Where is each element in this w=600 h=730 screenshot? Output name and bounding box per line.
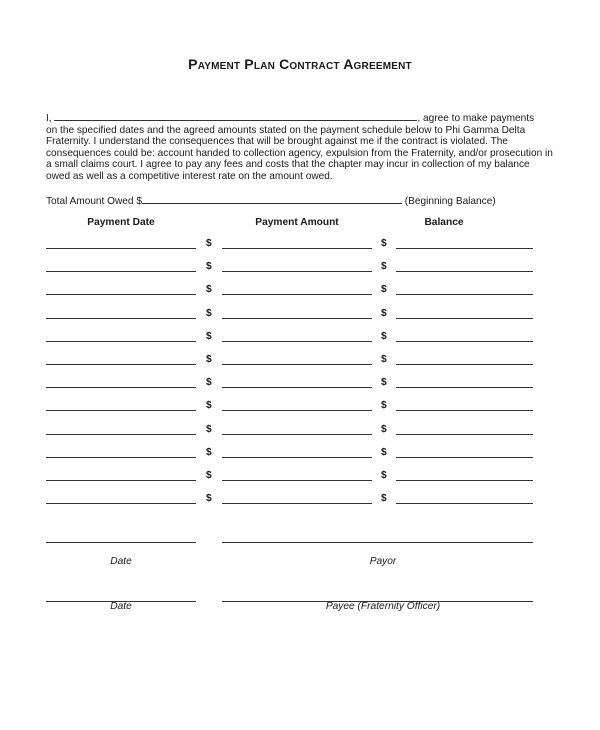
agreement-line-3: Fraternity. I understand the consequences that will be brought against me if the contract is violated. The bbox=[46, 136, 508, 148]
balance-header: Balance bbox=[424, 217, 464, 228]
amount-dollar-sign: $ bbox=[206, 400, 212, 411]
payment-date-field[interactable] bbox=[46, 480, 196, 481]
name-blank-field[interactable] bbox=[54, 111, 417, 121]
schedule-row bbox=[0, 238, 600, 250]
payment-amount-field[interactable] bbox=[222, 503, 372, 504]
schedule-row bbox=[0, 284, 600, 296]
schedule-row bbox=[0, 470, 600, 482]
payment-date-field[interactable] bbox=[46, 248, 196, 249]
schedule-row bbox=[0, 400, 600, 412]
payment-amount-field[interactable] bbox=[222, 387, 372, 388]
balance-dollar-sign: $ bbox=[381, 447, 387, 458]
beginning-balance-label: (Beginning Balance) bbox=[404, 196, 496, 207]
payment-amount-field[interactable] bbox=[222, 318, 372, 319]
amount-dollar-sign: $ bbox=[206, 377, 212, 388]
balance-field[interactable] bbox=[396, 271, 533, 272]
payment-date-field[interactable] bbox=[46, 387, 196, 388]
schedule-row bbox=[0, 308, 600, 320]
payment-date-field[interactable] bbox=[46, 294, 196, 295]
balance-field[interactable] bbox=[396, 341, 533, 342]
amount-dollar-sign: $ bbox=[206, 261, 212, 272]
payment-amount-header: Payment Amount bbox=[255, 217, 339, 228]
schedule-row bbox=[0, 447, 600, 459]
payor-signature-line[interactable] bbox=[222, 542, 533, 543]
payment-date-field[interactable] bbox=[46, 318, 196, 319]
schedule-row bbox=[0, 377, 600, 389]
balance-dollar-sign: $ bbox=[381, 308, 387, 319]
balance-field[interactable] bbox=[396, 410, 533, 411]
total-owed-field[interactable] bbox=[142, 194, 402, 204]
payment-amount-field[interactable] bbox=[222, 271, 372, 272]
agreement-line-2: on the specified dates and the agreed amounts stated on the payment schedule below to Phi Gamma Delta bbox=[46, 124, 526, 136]
balance-dollar-sign: $ bbox=[381, 284, 387, 295]
payment-date-field[interactable] bbox=[46, 434, 196, 435]
balance-field[interactable] bbox=[396, 503, 533, 504]
payment-amount-field[interactable] bbox=[222, 341, 372, 342]
payment-amount-field[interactable] bbox=[222, 364, 372, 365]
date-label-1: Date bbox=[110, 556, 132, 567]
schedule-row bbox=[0, 354, 600, 366]
total-owed-line bbox=[46, 194, 496, 207]
page-title: Payment Plan Contract Agreement bbox=[188, 56, 412, 72]
amount-dollar-sign: $ bbox=[206, 308, 212, 319]
balance-field[interactable] bbox=[396, 294, 533, 295]
agreement-suffix: , agree to make payments bbox=[417, 113, 535, 124]
amount-dollar-sign: $ bbox=[206, 354, 212, 365]
balance-dollar-sign: $ bbox=[381, 377, 387, 388]
payment-amount-field[interactable] bbox=[222, 457, 372, 458]
amount-dollar-sign: $ bbox=[206, 447, 212, 458]
total-owed-label: Total Amount Owed $ bbox=[46, 196, 142, 207]
payment-date-field[interactable] bbox=[46, 341, 196, 342]
payment-date-header: Payment Date bbox=[87, 217, 155, 228]
payment-date-field[interactable] bbox=[46, 364, 196, 365]
payment-amount-field[interactable] bbox=[222, 294, 372, 295]
payment-amount-field[interactable] bbox=[222, 410, 372, 411]
agreement-line-1 bbox=[46, 111, 558, 125]
balance-field[interactable] bbox=[396, 387, 533, 388]
agreement-line-6: owed as well as a competitive interest rate on the amount owed. bbox=[46, 170, 333, 182]
agreement-prefix: I, bbox=[46, 113, 52, 124]
amount-dollar-sign: $ bbox=[206, 424, 212, 435]
agreement-paragraph bbox=[46, 111, 558, 183]
payment-date-field[interactable] bbox=[46, 457, 196, 458]
balance-field[interactable] bbox=[396, 248, 533, 249]
balance-dollar-sign: $ bbox=[381, 400, 387, 411]
amount-dollar-sign: $ bbox=[206, 470, 212, 481]
schedule-row bbox=[0, 261, 600, 273]
amount-dollar-sign: $ bbox=[206, 331, 212, 342]
balance-field[interactable] bbox=[396, 457, 533, 458]
date-label-2: Date bbox=[110, 601, 132, 612]
schedule-row bbox=[0, 493, 600, 505]
balance-dollar-sign: $ bbox=[381, 331, 387, 342]
balance-dollar-sign: $ bbox=[381, 493, 387, 504]
payor-label: Payor bbox=[369, 556, 397, 567]
agreement-line-4: consequences could be: account handed to collection agency, expulsion from the Fraternity, and/or prosecution in bbox=[46, 147, 553, 159]
schedule-row bbox=[0, 331, 600, 343]
balance-dollar-sign: $ bbox=[381, 424, 387, 435]
payment-date-field[interactable] bbox=[46, 271, 196, 272]
balance-field[interactable] bbox=[396, 480, 533, 481]
balance-dollar-sign: $ bbox=[381, 261, 387, 272]
payee-label: Payee (Fraternity Officer) bbox=[325, 601, 441, 612]
payment-date-field[interactable] bbox=[46, 503, 196, 504]
balance-dollar-sign: $ bbox=[381, 354, 387, 365]
date-signature-line-1[interactable] bbox=[46, 542, 196, 543]
amount-dollar-sign: $ bbox=[206, 238, 212, 249]
balance-field[interactable] bbox=[396, 434, 533, 435]
balance-dollar-sign: $ bbox=[381, 238, 387, 249]
payment-date-field[interactable] bbox=[46, 410, 196, 411]
balance-field[interactable] bbox=[396, 364, 533, 365]
amount-dollar-sign: $ bbox=[206, 493, 212, 504]
schedule-row bbox=[0, 424, 600, 436]
payment-amount-field[interactable] bbox=[222, 434, 372, 435]
balance-dollar-sign: $ bbox=[381, 470, 387, 481]
agreement-line-5: a small claims court. I agree to pay any fees and costs that the chapter may incur in collection of my balance bbox=[46, 159, 530, 171]
payment-amount-field[interactable] bbox=[222, 248, 372, 249]
balance-field[interactable] bbox=[396, 318, 533, 319]
payment-amount-field[interactable] bbox=[222, 480, 372, 481]
amount-dollar-sign: $ bbox=[206, 284, 212, 295]
